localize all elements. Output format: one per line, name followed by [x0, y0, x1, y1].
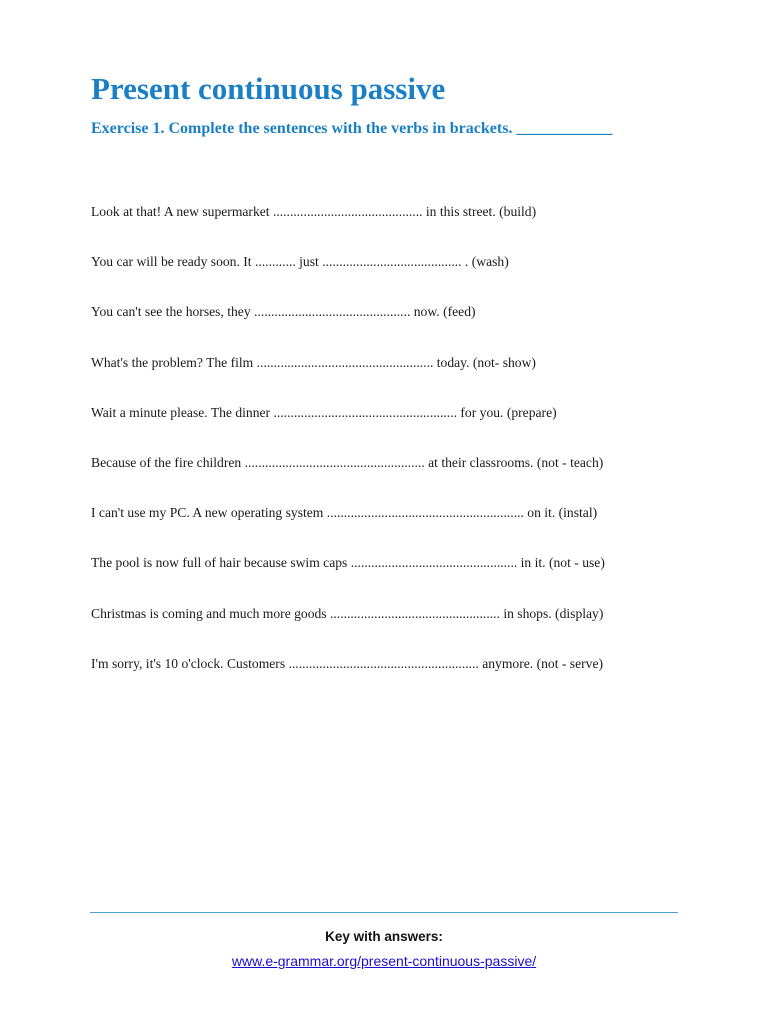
sentence-list: [91, 202, 691, 704]
sentence-3: You can't see the horses, they .............................................. now. (feed): [91, 304, 476, 320]
answer-key-link-wrapper: [0, 953, 768, 969]
sentence-2: You car will be ready soon. It ............ just ......................................... . (wash): [91, 254, 509, 270]
sentence-4: What's the problem? The film .................................................... today. (not- show): [91, 354, 536, 370]
sentence-9: Christmas is coming and much more goods .................................................. in shops. (display): [91, 605, 604, 621]
page-title: Present continuous passive: [91, 71, 446, 106]
sentence-6: Because of the fire children ..................................................... at their classrooms. (not - teach): [91, 454, 604, 470]
sentence-1: Look at that! A new supermarket ............................................ in this street. (build): [91, 204, 537, 219]
sentence-5: Wait a minute please. The dinner ...................................................... for you. (prepare): [91, 404, 557, 420]
sentence-8: The pool is now full of hair because swim caps ................................................. in it. (not - use): [91, 555, 605, 571]
exercise-heading: Exercise 1. Complete the sentences with the verbs in brackets. ____________: [91, 120, 613, 137]
answer-key-link[interactable]: www.e-grammar.org/present-continuous-passive/: [231, 953, 537, 969]
sentence-10: I'm sorry, it's 10 o'clock. Customers ........................................................ anymore. (not - serve): [91, 655, 604, 671]
answer-key-label: Key with answers:: [325, 929, 443, 944]
footer-divider: [90, 912, 678, 913]
sentence-7: I can't use my PC. A new operating system .......................................................... on it. (instal): [91, 505, 598, 521]
